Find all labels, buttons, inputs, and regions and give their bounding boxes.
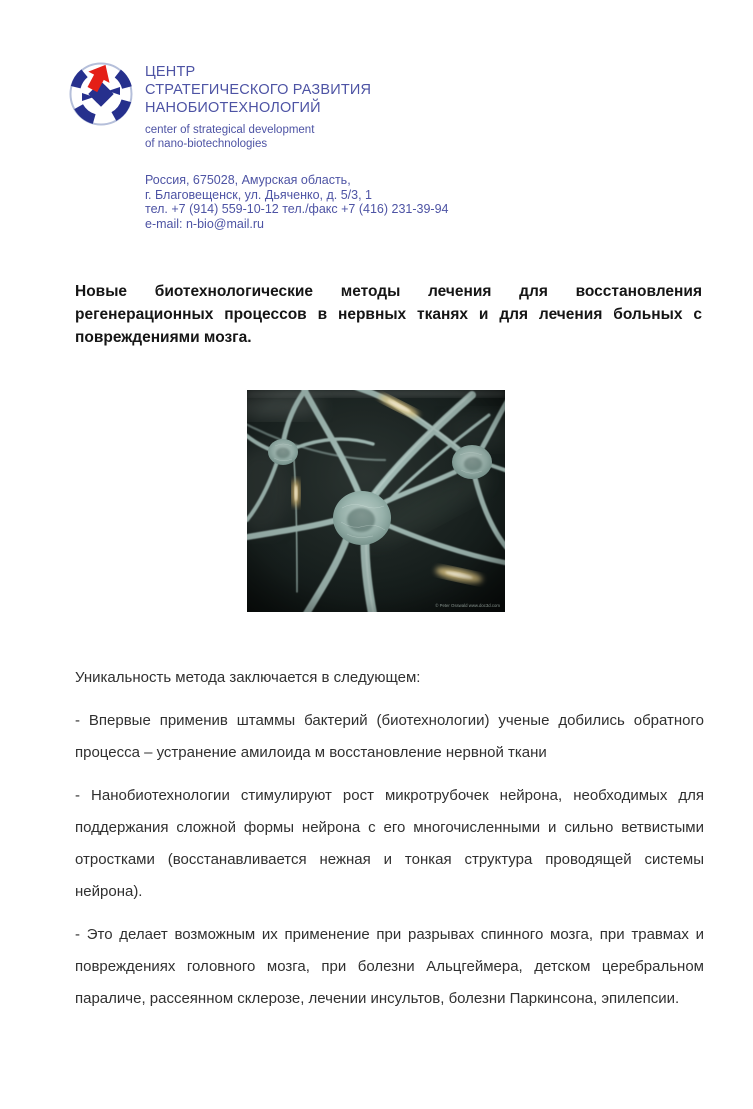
letterhead	[68, 61, 449, 231]
paragraph-intro: Уникальность метода заключается в следующем:	[75, 669, 421, 686]
org-name-ru	[145, 63, 449, 117]
pinwheel-globe-icon	[68, 61, 134, 127]
org-name-en	[145, 124, 449, 151]
contact-address-line2: г. Благовещенск, ул. Дьяченко, д. 5/3, 1	[145, 187, 372, 202]
contact-block	[145, 173, 449, 231]
contact-email-line: e-mail: n-bio@mail.ru	[145, 216, 264, 231]
org-logo	[68, 61, 134, 127]
document-title: Новые биотехнологические методы лечения для восстановления регенерационных процессов в нервных тканях и для лечения больных с повреждениями мозга.	[75, 283, 702, 346]
org-name-en-line: of nano-biotechnologies	[145, 137, 268, 150]
paragraph-bullet-2: - Нанобиотехнологии стимулируют рост микротрубочек нейрона, необходимых для поддержания сложной формы нейрона с его многочисленными и сильно ветвистыми отростками (восстанавливается нежная и тонкая структура проводящей системы нейрона).	[75, 787, 704, 900]
org-name-ru-line: НАНОБИОТЕХНОЛОГИЙ	[145, 100, 321, 116]
neuron-figure	[247, 390, 505, 612]
contact-address-line1: Россия, 675028, Амурская область,	[145, 173, 351, 187]
neurons-photo	[247, 390, 505, 612]
paragraph-bullet-3: - Это делает возможным их применение при разрывах спинного мозга, при травмах и повреждениях головного мозга, при болезни Альцгеймера, детском церебральном параличе, рассеянном склерозе, лечении инсультов, болезни Паркинсона, эпилепсии.	[75, 926, 704, 1007]
contact-phone-line: тел. +7 (914) 559-10-12 тел./факс +7 (416) 231-39-94	[145, 202, 449, 216]
org-name-en-line: center of strategical development	[145, 124, 315, 136]
org-identity	[145, 61, 449, 231]
document-body	[75, 662, 704, 1026]
image-watermark: © Peter Osswald www.doc3d.com	[435, 603, 500, 608]
org-name-ru-line: ЦЕНТР	[145, 64, 196, 80]
org-name-ru-line: СТРАТЕГИЧЕСКОГО РАЗВИТИЯ	[145, 82, 372, 98]
paragraph-bullet-1: - Впервые применив штаммы бактерий (биотехнологии) ученые добились обратного процесса – устранение амилоида м восстановление нервной ткани	[75, 712, 704, 761]
